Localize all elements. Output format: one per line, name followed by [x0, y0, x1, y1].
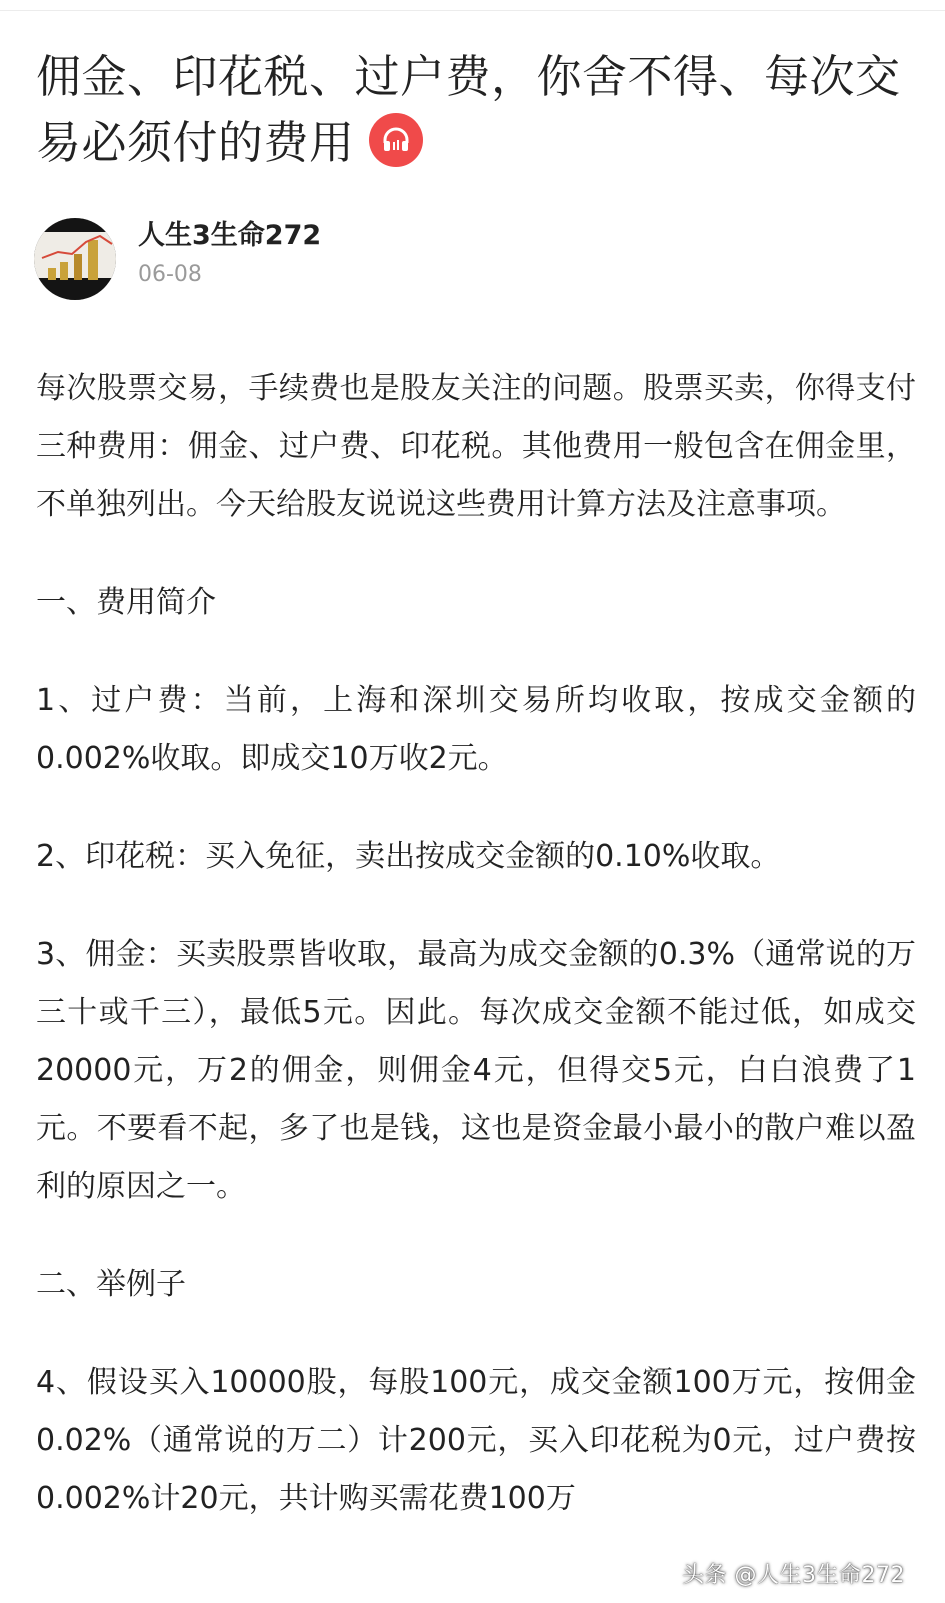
- paragraph-transfer-fee: 1、过户费：当前，上海和深圳交易所均收取，按成交金额的0.002%收取。即成交10万收2元。: [36, 683, 916, 776]
- article-title-text: 佣金、印花税、过户费，你舍不得、每次交易必须付的费用: [36, 50, 901, 169]
- article-body: [36, 360, 916, 1528]
- headphones-icon[interactable]: [369, 113, 423, 167]
- article-title: [36, 44, 916, 176]
- paragraph-example: 4、假设买入10000股，每股100元，成交金额100万元，按佣金0.02%（通常说的万二）计200元，买入印花税为0元，过户费按0.002%计20元，共计购买需花费100万: [36, 1365, 916, 1516]
- avatar[interactable]: [34, 218, 116, 300]
- publish-date: 06-08: [138, 262, 202, 287]
- watermark: 头条 @人生3生命272: [682, 1563, 905, 1588]
- paragraph-stamp-tax: 2、印花税：买入免征，卖出按成交金额的0.10%收取。: [36, 839, 781, 874]
- top-divider: [0, 0, 945, 11]
- paragraph-commission: 3、佣金：买卖股票皆收取，最高为成交金额的0.3%（通常说的万三十或千三），最低5元。因此。每次成交金额不能过低，如成交20000元，万2的佣金，则佣金4元，但得交5元，白白浪费了1元。不要看不起，多了也是钱，这也是资金最小最小的散户难以盈利的原因之一。: [36, 937, 916, 1204]
- paragraph-intro: 每次股票交易，手续费也是股友关注的问题。股票买卖，你得支付三种费用：佣金、过户费、印花税。其他费用一般包含在佣金里，不单独列出。今天给股友说说这些费用计算方法及注意事项。: [36, 371, 916, 522]
- author-name[interactable]: 人生3生命272: [138, 220, 322, 251]
- author-info: [36, 218, 916, 302]
- article-container: [36, 44, 916, 1568]
- section-heading-fees: 一、费用简介: [36, 585, 216, 620]
- section-heading-example: 二、举例子: [36, 1267, 186, 1302]
